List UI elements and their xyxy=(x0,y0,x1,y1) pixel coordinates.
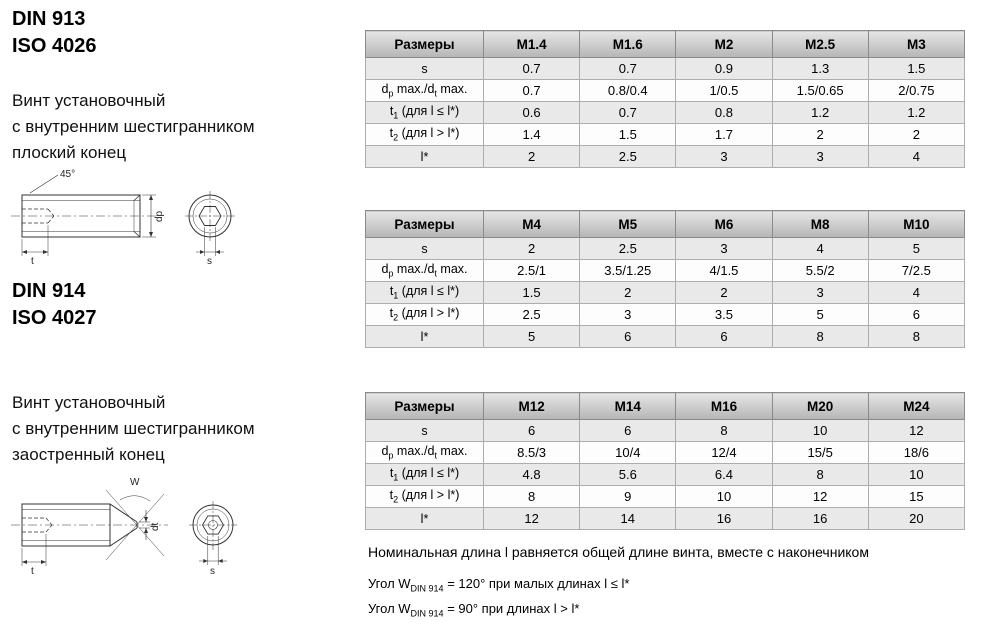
column-header-m20: M20 xyxy=(772,393,868,420)
dimension-value-cell: 2/0.75 xyxy=(868,80,964,102)
dimension-value-cell: 1.4 xyxy=(484,124,580,146)
row-label: $d_p$ $\max./d_t$ max. xyxy=(366,442,484,464)
table-header-row xyxy=(366,31,965,58)
dimension-value-cell: 14 xyxy=(580,508,676,530)
table-row xyxy=(366,442,965,464)
dimension-value-cell: 1.5 xyxy=(484,282,580,304)
dimension-table-m12-m24 xyxy=(365,392,965,530)
description-line: Винт установочный xyxy=(12,91,166,110)
dimension-value-cell: 7/2.5 xyxy=(868,260,964,282)
table-row xyxy=(366,58,965,80)
dimension-value-cell: 2 xyxy=(484,146,580,168)
socket-depth-label: t xyxy=(31,256,34,266)
dimension-value-cell: 3 xyxy=(676,238,772,260)
table-row xyxy=(366,146,965,168)
standard-heading-din913 xyxy=(12,6,97,60)
dimension-value-cell: 1.5 xyxy=(580,124,676,146)
dimension-value-cell: 6 xyxy=(676,326,772,348)
note-angle-120: Угол $W_{DIN 914} = 120^\circ$ при малых длинах l ≤ l* xyxy=(368,576,630,594)
dimension-value-cell: 0.7 xyxy=(484,58,580,80)
dimension-value-cell: 4/1.5 xyxy=(676,260,772,282)
dimension-value-cell: 1.3 xyxy=(772,58,868,80)
cone-point-screw-drawing xyxy=(8,470,258,582)
description-line: Винт установочный xyxy=(12,393,166,412)
dimension-value-cell: 9 xyxy=(580,486,676,508)
column-header-m3: M3 xyxy=(868,31,964,58)
dimension-value-cell: 1.2 xyxy=(772,102,868,124)
dimension-value-cell: 4.8 xyxy=(484,464,580,486)
table-row xyxy=(366,464,965,486)
dimension-value-cell: 2 xyxy=(868,124,964,146)
dimension-value-cell: 15 xyxy=(868,486,964,508)
table-row xyxy=(366,238,965,260)
dimension-value-cell: 6.4 xyxy=(676,464,772,486)
table-row xyxy=(366,260,965,282)
table-row xyxy=(366,486,965,508)
column-header-m2: M2 xyxy=(676,31,772,58)
description-din913 xyxy=(12,88,255,166)
column-header-m2.5: M2.5 xyxy=(772,31,868,58)
dimension-value-cell: 3.5 xyxy=(676,304,772,326)
row-label: s xyxy=(366,238,484,260)
column-header-m1.4: M1.4 xyxy=(484,31,580,58)
dimension-value-cell: 3 xyxy=(772,282,868,304)
dimension-value-cell: 2.5 xyxy=(580,146,676,168)
dimension-value-cell: 4 xyxy=(868,282,964,304)
dimension-value-cell: 3 xyxy=(580,304,676,326)
dimension-value-cell: 16 xyxy=(772,508,868,530)
column-header-m1.6: M1.6 xyxy=(580,31,676,58)
row-label: $d_p$ $\max./d_t$ max. xyxy=(366,260,484,282)
column-header-m16: M16 xyxy=(676,393,772,420)
dimension-value-cell: 1.5/0.65 xyxy=(772,80,868,102)
table-row xyxy=(366,102,965,124)
tip-diameter-label: dt xyxy=(150,522,161,531)
standard-iso: ISO 4027 xyxy=(12,307,97,329)
row-label: $t_1$ (для l ≤ l*) xyxy=(366,282,484,304)
hex-size-label: s xyxy=(207,256,212,266)
row-label: $t_1$ (для l ≤ l*) xyxy=(366,464,484,486)
dimension-value-cell: 10 xyxy=(676,486,772,508)
flat-diameter-label: dp xyxy=(154,210,165,222)
dimension-value-cell: 1/0.5 xyxy=(676,80,772,102)
description-line: с внутренним шестигранником xyxy=(12,419,255,438)
dimension-value-cell: 6 xyxy=(580,420,676,442)
table-header-row xyxy=(366,211,965,238)
dimension-value-cell: 4 xyxy=(868,146,964,168)
dimension-value-cell: 4 xyxy=(772,238,868,260)
dimension-value-cell: 3.5/1.25 xyxy=(580,260,676,282)
column-header-m10: M10 xyxy=(868,211,964,238)
column-header-m5: M5 xyxy=(580,211,676,238)
flat-point-screw-drawing xyxy=(8,166,258,266)
dimension-value-cell: 3 xyxy=(772,146,868,168)
row-label: l* xyxy=(366,508,484,530)
row-label: $t_2$ (для l > l*) xyxy=(366,124,484,146)
dimension-table-m4-m10 xyxy=(365,210,965,348)
dimension-value-cell: 5 xyxy=(868,238,964,260)
table-row xyxy=(366,326,965,348)
dimension-value-cell: 20 xyxy=(868,508,964,530)
row-label: $d_p$ $\max./d_t$ max. xyxy=(366,80,484,102)
dimension-value-cell: 0.7 xyxy=(580,58,676,80)
dimension-value-cell: 1.5 xyxy=(868,58,964,80)
dimension-value-cell: 5 xyxy=(484,326,580,348)
table-row xyxy=(366,282,965,304)
dimension-value-cell: 6 xyxy=(868,304,964,326)
dimension-value-cell: 1.2 xyxy=(868,102,964,124)
dimension-value-cell: 2 xyxy=(484,238,580,260)
row-label: l* xyxy=(366,146,484,168)
dimension-value-cell: 2 xyxy=(772,124,868,146)
cone-angle-label: W xyxy=(130,477,140,488)
dimension-value-cell: 2 xyxy=(580,282,676,304)
column-header-sizes: Размеры xyxy=(366,31,484,58)
dimension-value-cell: 3 xyxy=(676,146,772,168)
table-row xyxy=(366,420,965,442)
dimension-value-cell: 1.7 xyxy=(676,124,772,146)
dimension-value-cell: 0.6 xyxy=(484,102,580,124)
dimension-value-cell: 16 xyxy=(676,508,772,530)
dimension-value-cell: 12/4 xyxy=(676,442,772,464)
dimension-value-cell: 12 xyxy=(868,420,964,442)
standard-din: DIN 914 xyxy=(12,280,86,302)
dimension-value-cell: 12 xyxy=(484,508,580,530)
table-row xyxy=(366,508,965,530)
dimension-value-cell: 6 xyxy=(484,420,580,442)
hex-size-label: s xyxy=(210,566,215,577)
dimension-value-cell: 12 xyxy=(772,486,868,508)
dimension-value-cell: 0.7 xyxy=(580,102,676,124)
dimension-value-cell: 18/6 xyxy=(868,442,964,464)
column-header-m24: M24 xyxy=(868,393,964,420)
table-row xyxy=(366,124,965,146)
dimension-value-cell: 8 xyxy=(772,326,868,348)
dimension-value-cell: 2.5/1 xyxy=(484,260,580,282)
dimension-value-cell: 10 xyxy=(772,420,868,442)
note-nominal-length: Номинальная длина l равняется общей длине винта, вместе с наконечником xyxy=(368,544,869,560)
dimension-value-cell: 15/5 xyxy=(772,442,868,464)
dimension-value-cell: 10 xyxy=(868,464,964,486)
row-label: l* xyxy=(366,326,484,348)
dimension-value-cell: 8.5/3 xyxy=(484,442,580,464)
dimension-value-cell: 0.8 xyxy=(676,102,772,124)
dimension-value-cell: 5.5/2 xyxy=(772,260,868,282)
socket-depth-label: t xyxy=(31,566,34,577)
dimension-value-cell: 8 xyxy=(484,486,580,508)
column-header-m8: M8 xyxy=(772,211,868,238)
dimension-table-m1.4-m3 xyxy=(365,30,965,168)
table-row xyxy=(366,80,965,102)
row-label: $t_2$ (для l > l*) xyxy=(366,486,484,508)
column-header-m12: M12 xyxy=(484,393,580,420)
dimension-value-cell: 0.7 xyxy=(484,80,580,102)
column-header-sizes: Размеры xyxy=(366,211,484,238)
standard-iso: ISO 4026 xyxy=(12,35,97,57)
dimension-value-cell: 10/4 xyxy=(580,442,676,464)
table-row xyxy=(366,304,965,326)
standard-din: DIN 913 xyxy=(12,8,86,30)
dimension-value-cell: 5.6 xyxy=(580,464,676,486)
column-header-sizes: Размеры xyxy=(366,393,484,420)
note-angle-90: Угол $W_{DIN 914} = 90^\circ$ при длинах l > l* xyxy=(368,600,580,619)
chamfer-angle-label: 45° xyxy=(60,169,76,180)
dimension-value-cell: 2.5 xyxy=(484,304,580,326)
description-din914 xyxy=(12,390,255,468)
dimension-value-cell: 6 xyxy=(580,326,676,348)
row-label: $t_2$ (для l > l*) xyxy=(366,304,484,326)
footnotes xyxy=(368,544,968,625)
dimension-value-cell: 8 xyxy=(772,464,868,486)
table-header-row xyxy=(366,393,965,420)
row-label: $t_1$ (для l ≤ l*) xyxy=(366,102,484,124)
description-line: с внутренним шестигранником xyxy=(12,117,255,136)
dimension-value-cell: 8 xyxy=(868,326,964,348)
row-label: s xyxy=(366,58,484,80)
dimension-value-cell: 2.5 xyxy=(580,238,676,260)
standard-heading-din914 xyxy=(12,278,97,332)
description-line: плоский конец xyxy=(12,143,127,162)
dimension-value-cell: 8 xyxy=(676,420,772,442)
dimension-value-cell: 0.9 xyxy=(676,58,772,80)
row-label: s xyxy=(366,420,484,442)
dimension-value-cell: 2 xyxy=(676,282,772,304)
dimension-value-cell: 5 xyxy=(772,304,868,326)
column-header-m14: M14 xyxy=(580,393,676,420)
description-line: заостренный конец xyxy=(12,445,165,464)
column-header-m4: M4 xyxy=(484,211,580,238)
column-header-m6: M6 xyxy=(676,211,772,238)
dimension-value-cell: 0.8/0.4 xyxy=(580,80,676,102)
